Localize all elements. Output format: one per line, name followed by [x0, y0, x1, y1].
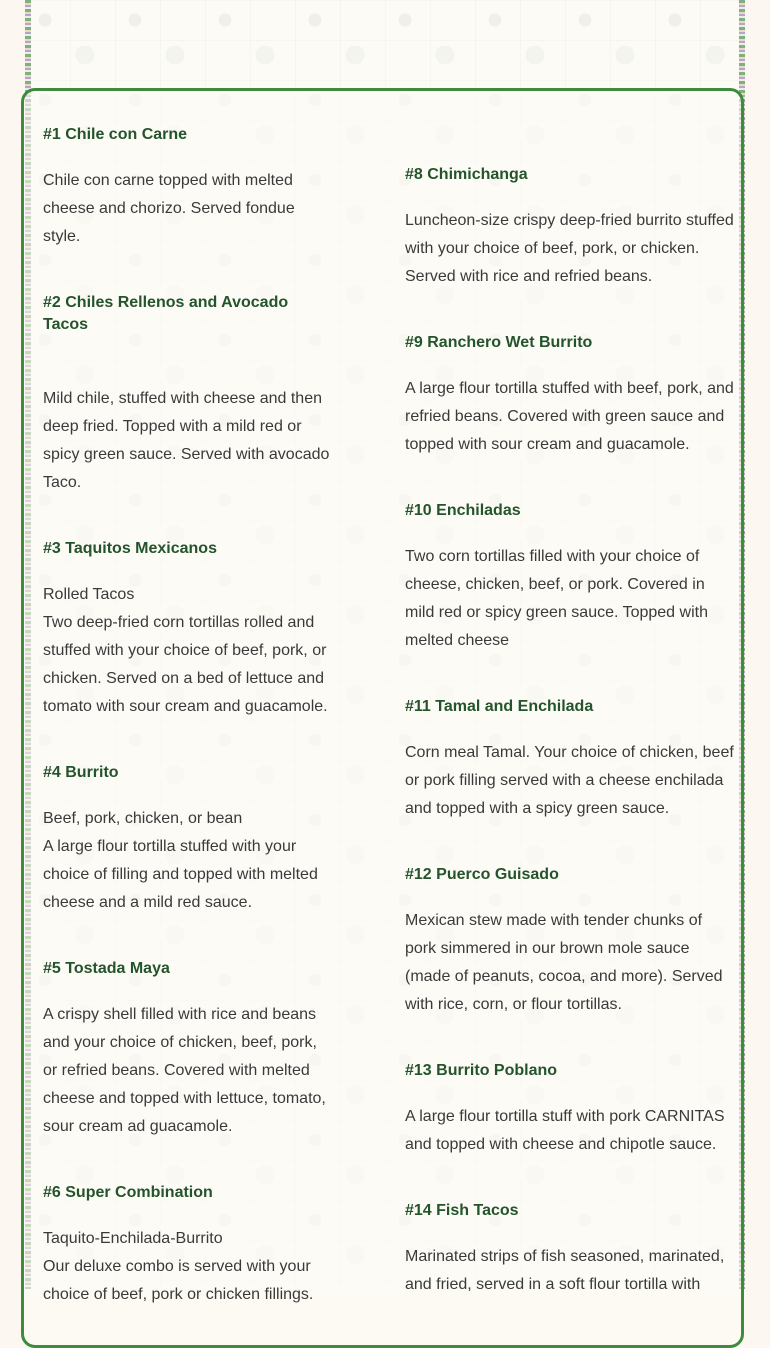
menu-item-description: A large flour tortilla stuffed with beef, pork, and refried beans. Covered with green sauce and topped with sour cream and guacamole.: [405, 380, 734, 453]
menu-item-description: Luncheon-size crispy deep-fried burrito stuffed with your choice of beef, pork, or chicken. Served with rice and refried beans.: [405, 212, 734, 285]
menu-item-subtitle: Rolled Tacos: [43, 586, 135, 603]
menu-item-title: #10 Enchiladas: [405, 502, 521, 519]
menu-item: [405, 500, 735, 655]
menu-item-title: #12 Puerco Guisado: [405, 866, 559, 883]
menu-item-description: Marinated strips of fish seasoned, marinated, and fried, served in a soft flour tortilla with: [405, 1248, 725, 1293]
menu-item: [405, 1200, 735, 1299]
menu-item: [43, 762, 335, 917]
menu-item-description: Two corn tortillas filled with your choice of cheese, chicken, beef, or pork. Covered in mild red or spicy green sauce. Topped with melted cheese: [405, 548, 708, 649]
menu-item-description: A large flour tortilla stuffed with your choice of filling and topped with melted cheese and a mild red sauce.: [43, 838, 318, 911]
menu-item-subtitle: Beef, pork, chicken, or bean: [43, 810, 243, 827]
menu-item-title: #2 Chiles Rellenos and Avocado Tacos: [43, 294, 289, 333]
menu-item-title: #5 Tostada Maya: [43, 960, 170, 977]
menu-item: [405, 332, 735, 459]
menu-item: [43, 958, 335, 1141]
menu-item-description: A large flour tortilla stuff with pork CARNITAS and topped with cheese and chipotle sauce.: [405, 1108, 725, 1153]
menu-item-title: #4 Burrito: [43, 764, 119, 781]
menu-item: [43, 124, 335, 251]
menu-item-title: #1 Chile con Carne: [43, 126, 188, 143]
menu-item-description: A crispy shell filled with rice and beans and your choice of chicken, beef, pork, or refried beans. Covered with melted cheese and topped with lettuce, tomato, sour cream ad guacamole.: [43, 1006, 326, 1135]
menu-item-description: Mexican stew made with tender chunks of pork simmered in our brown mole sauce (made of peanuts, cocoa, and more). Served with rice, corn, or flour tortillas.: [405, 912, 723, 1013]
menu-item-title: #13 Burrito Poblano: [405, 1062, 558, 1079]
menu-column-left: [43, 124, 335, 1309]
menu-column-right: [405, 164, 735, 1299]
menu-item-description: Our deluxe combo is served with your choice of beef, pork or chicken fillings.: [43, 1258, 314, 1303]
menu-item-title: #3 Taquitos Mexicanos: [43, 540, 217, 557]
menu-item: [405, 1060, 735, 1159]
menu-item-title: #14 Fish Tacos: [405, 1202, 519, 1219]
menu-item-subtitle: Taquito-Enchilada-Burrito: [43, 1230, 223, 1247]
menu-item-description: Mild chile, stuffed with cheese and then deep fried. Topped with a mild red or spicy green sauce. Served with avocado Taco.: [43, 390, 330, 491]
menu-item-title: #6 Super Combination: [43, 1184, 213, 1201]
menu-item: [405, 864, 735, 1019]
menu-item: [43, 538, 335, 721]
menu-item: [405, 164, 735, 291]
menu-item: [43, 1182, 335, 1309]
menu-item-title: #11 Tamal and Enchilada: [405, 698, 594, 715]
menu-item-description: Two deep-fried corn tortillas rolled and stuffed with your choice of beef, pork, or chicken. Served on a bed of lettuce and tomato with sour cream and guacamole.: [43, 614, 328, 715]
menu-item-title: #9 Ranchero Wet Burrito: [405, 334, 593, 351]
menu-item-description: Corn meal Tamal. Your choice of chicken, beef or pork filling served with a cheese enchilada and topped with a spicy green sauce.: [405, 744, 734, 817]
menu-item-description: Chile con carne topped with melted cheese and chorizo. Served fondue style.: [43, 172, 295, 245]
menu-item-title: #8 Chimichanga: [405, 166, 528, 183]
menu-item: [405, 696, 735, 823]
menu-item: [43, 292, 335, 497]
